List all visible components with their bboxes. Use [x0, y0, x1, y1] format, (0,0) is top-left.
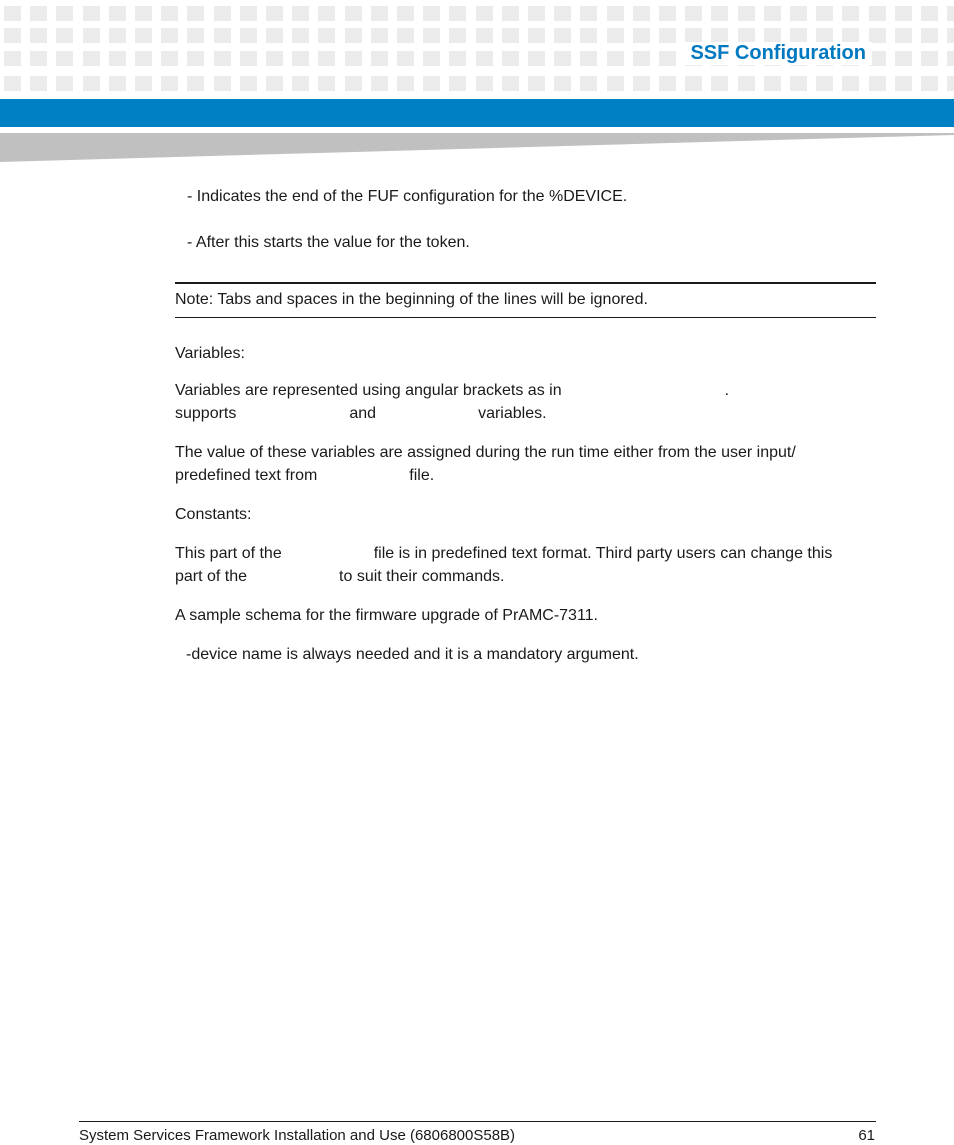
header-dot — [738, 28, 755, 43]
header-dot — [318, 6, 335, 21]
header-dot — [30, 28, 47, 43]
header-dot — [371, 51, 388, 66]
header-dot — [240, 76, 257, 91]
header-dot — [921, 76, 938, 91]
footer-rule — [79, 1121, 876, 1122]
header-dot — [554, 6, 571, 21]
constants-heading: Constants: — [175, 506, 252, 523]
header-dot — [895, 6, 912, 21]
header-dot — [528, 51, 545, 66]
header-dot — [187, 51, 204, 66]
header-dot — [816, 6, 833, 21]
header-blue-band — [0, 99, 954, 127]
header-dot — [449, 51, 466, 66]
variables-p1-text-d: and — [349, 405, 377, 422]
header-dot — [476, 76, 493, 91]
header-dot — [502, 28, 519, 43]
header-dot — [895, 76, 912, 91]
header-dot — [580, 51, 597, 66]
header-dot — [711, 76, 728, 91]
header-dot — [423, 28, 440, 43]
header-dot — [292, 76, 309, 91]
header-dot — [502, 51, 519, 66]
header-dot — [345, 51, 362, 66]
header-dot — [345, 6, 362, 21]
header-dot — [869, 6, 886, 21]
header-dot — [4, 76, 21, 91]
header-dot — [633, 28, 650, 43]
note-text: Note: Tabs and spaces in the beginning of the lines will be ignored. — [175, 291, 648, 308]
header-dot — [187, 6, 204, 21]
header-dot — [842, 6, 859, 21]
text-end-fuf: - Indicates the end of the FUF configuration for the %DEVICE. — [187, 188, 628, 205]
header-dot — [83, 28, 100, 43]
text-token: - After this starts the value for the token. — [187, 234, 470, 251]
header-dot — [580, 28, 597, 43]
header-dot — [816, 76, 833, 91]
variables-p1-text-b: . — [724, 382, 730, 399]
header-dot — [790, 76, 807, 91]
header-dot — [4, 51, 21, 66]
header-dot — [633, 6, 650, 21]
header-dot — [528, 76, 545, 91]
header-dot — [4, 6, 21, 21]
header-dot — [607, 6, 624, 21]
header-dot — [685, 76, 702, 91]
header-dot — [528, 6, 545, 21]
header-dot — [292, 6, 309, 21]
header-dot — [161, 51, 178, 66]
header-dot — [659, 51, 676, 66]
note-box — [175, 282, 876, 318]
header-dot — [30, 6, 47, 21]
header-gray-wedge — [0, 131, 954, 163]
header-dot — [947, 6, 954, 21]
header-dot — [869, 76, 886, 91]
header-dot — [214, 28, 231, 43]
header-dot — [266, 28, 283, 43]
header-dot — [161, 28, 178, 43]
header-dot — [345, 28, 362, 43]
header-dot — [476, 6, 493, 21]
header-dot — [187, 28, 204, 43]
header-dot — [161, 6, 178, 21]
header-dot — [842, 28, 859, 43]
header-dot — [554, 51, 571, 66]
header-dot — [214, 6, 231, 21]
header-dot — [607, 28, 624, 43]
header-dot — [214, 76, 231, 91]
header-dot — [685, 6, 702, 21]
header-dot — [738, 6, 755, 21]
header-dot — [109, 28, 126, 43]
header-dot — [790, 28, 807, 43]
header-dot — [135, 51, 152, 66]
header-dot — [292, 28, 309, 43]
header-dot — [56, 76, 73, 91]
header-dot — [607, 51, 624, 66]
header-dot — [4, 28, 21, 43]
header-dot — [83, 51, 100, 66]
header-dot — [449, 76, 466, 91]
header-dot — [554, 28, 571, 43]
header-dot — [214, 51, 231, 66]
header-dot — [83, 6, 100, 21]
header-dot — [266, 6, 283, 21]
header-dot — [318, 28, 335, 43]
header-dot — [266, 76, 283, 91]
variables-p2-text-c: file. — [409, 467, 435, 484]
variables-paragraph-1 — [175, 379, 875, 425]
header-dot — [476, 51, 493, 66]
header-dot — [240, 51, 257, 66]
header-dot — [109, 51, 126, 66]
header-dot — [109, 76, 126, 91]
header-dot — [764, 76, 781, 91]
variables-heading: Variables: — [175, 345, 245, 362]
header-dot — [554, 76, 571, 91]
header-dot — [56, 51, 73, 66]
header-dot — [816, 28, 833, 43]
header-dot — [921, 6, 938, 21]
header-dot — [764, 6, 781, 21]
header-dot — [659, 6, 676, 21]
variables-p2-line-1: The value of these variables are assigned during the run time either from the user input/ — [175, 444, 796, 461]
header-dot — [476, 28, 493, 43]
header-dot — [397, 51, 414, 66]
header-dot — [947, 51, 954, 66]
constants-text-a: This part of the — [175, 545, 282, 562]
page-header-title: SSF Configuration — [684, 42, 872, 65]
header-dot — [921, 51, 938, 66]
constants-text-b: file is in predefined text format. Third party users can change this — [373, 545, 833, 562]
header-dot — [397, 6, 414, 21]
header-dot — [449, 6, 466, 21]
header-dot — [161, 76, 178, 91]
header-dot — [895, 51, 912, 66]
constants-paragraph — [175, 542, 875, 588]
header-dot — [318, 51, 335, 66]
header-dot — [580, 76, 597, 91]
variables-p1-text-e: variables. — [478, 405, 547, 422]
header-dot — [371, 28, 388, 43]
header-dot — [371, 6, 388, 21]
footer-page-number: 61 — [858, 1127, 875, 1144]
header-dot — [607, 76, 624, 91]
header-dot — [187, 76, 204, 91]
header-dot — [449, 28, 466, 43]
variables-paragraph-2 — [175, 441, 875, 487]
header-dot — [423, 6, 440, 21]
header-dot — [921, 28, 938, 43]
header-dot — [633, 76, 650, 91]
header-dot — [685, 28, 702, 43]
header-dot — [30, 51, 47, 66]
header-dot — [580, 6, 597, 21]
header-dot — [842, 76, 859, 91]
variables-p1-text-a: Variables are represented using angular brackets as in — [175, 382, 562, 399]
header-dot — [659, 28, 676, 43]
header-dot — [502, 76, 519, 91]
header-dot — [790, 6, 807, 21]
header-dot — [869, 28, 886, 43]
sample-schema-text: A sample schema for the firmware upgrade of PrAMC-7311. — [175, 607, 598, 624]
header-dot — [109, 6, 126, 21]
header-dot — [711, 6, 728, 21]
header-dot — [528, 28, 545, 43]
header-dot — [947, 76, 954, 91]
header-dot — [318, 76, 335, 91]
header-dot — [738, 76, 755, 91]
header-dot — [135, 28, 152, 43]
header-dot — [240, 6, 257, 21]
header-dot — [502, 6, 519, 21]
header-dot — [30, 76, 47, 91]
header-dot — [423, 51, 440, 66]
header-dot — [371, 76, 388, 91]
header-dot — [711, 28, 728, 43]
variables-p2-text-b: predefined text from — [175, 467, 318, 484]
header-dot — [397, 76, 414, 91]
header-dot — [947, 28, 954, 43]
header-dot — [135, 6, 152, 21]
header-dot — [83, 76, 100, 91]
header-dot — [56, 28, 73, 43]
header-dot — [240, 28, 257, 43]
header-dot — [345, 76, 362, 91]
header-dot — [292, 51, 309, 66]
header-dot — [56, 6, 73, 21]
header-dot — [895, 28, 912, 43]
device-name-text: -device name is always needed and it is a mandatory argument. — [186, 646, 639, 663]
header-dot — [423, 76, 440, 91]
header-dot — [266, 51, 283, 66]
header-dot — [135, 76, 152, 91]
header-dot — [633, 51, 650, 66]
constants-text-c: part of the — [175, 568, 248, 585]
constants-text-d: to suit their commands. — [339, 568, 505, 585]
variables-p1-text-c: supports — [175, 405, 237, 422]
header-dot — [659, 76, 676, 91]
footer-doc-title: System Services Framework Installation and Use (6806800S58B) — [79, 1127, 516, 1144]
header-dot — [764, 28, 781, 43]
header-dot — [397, 28, 414, 43]
